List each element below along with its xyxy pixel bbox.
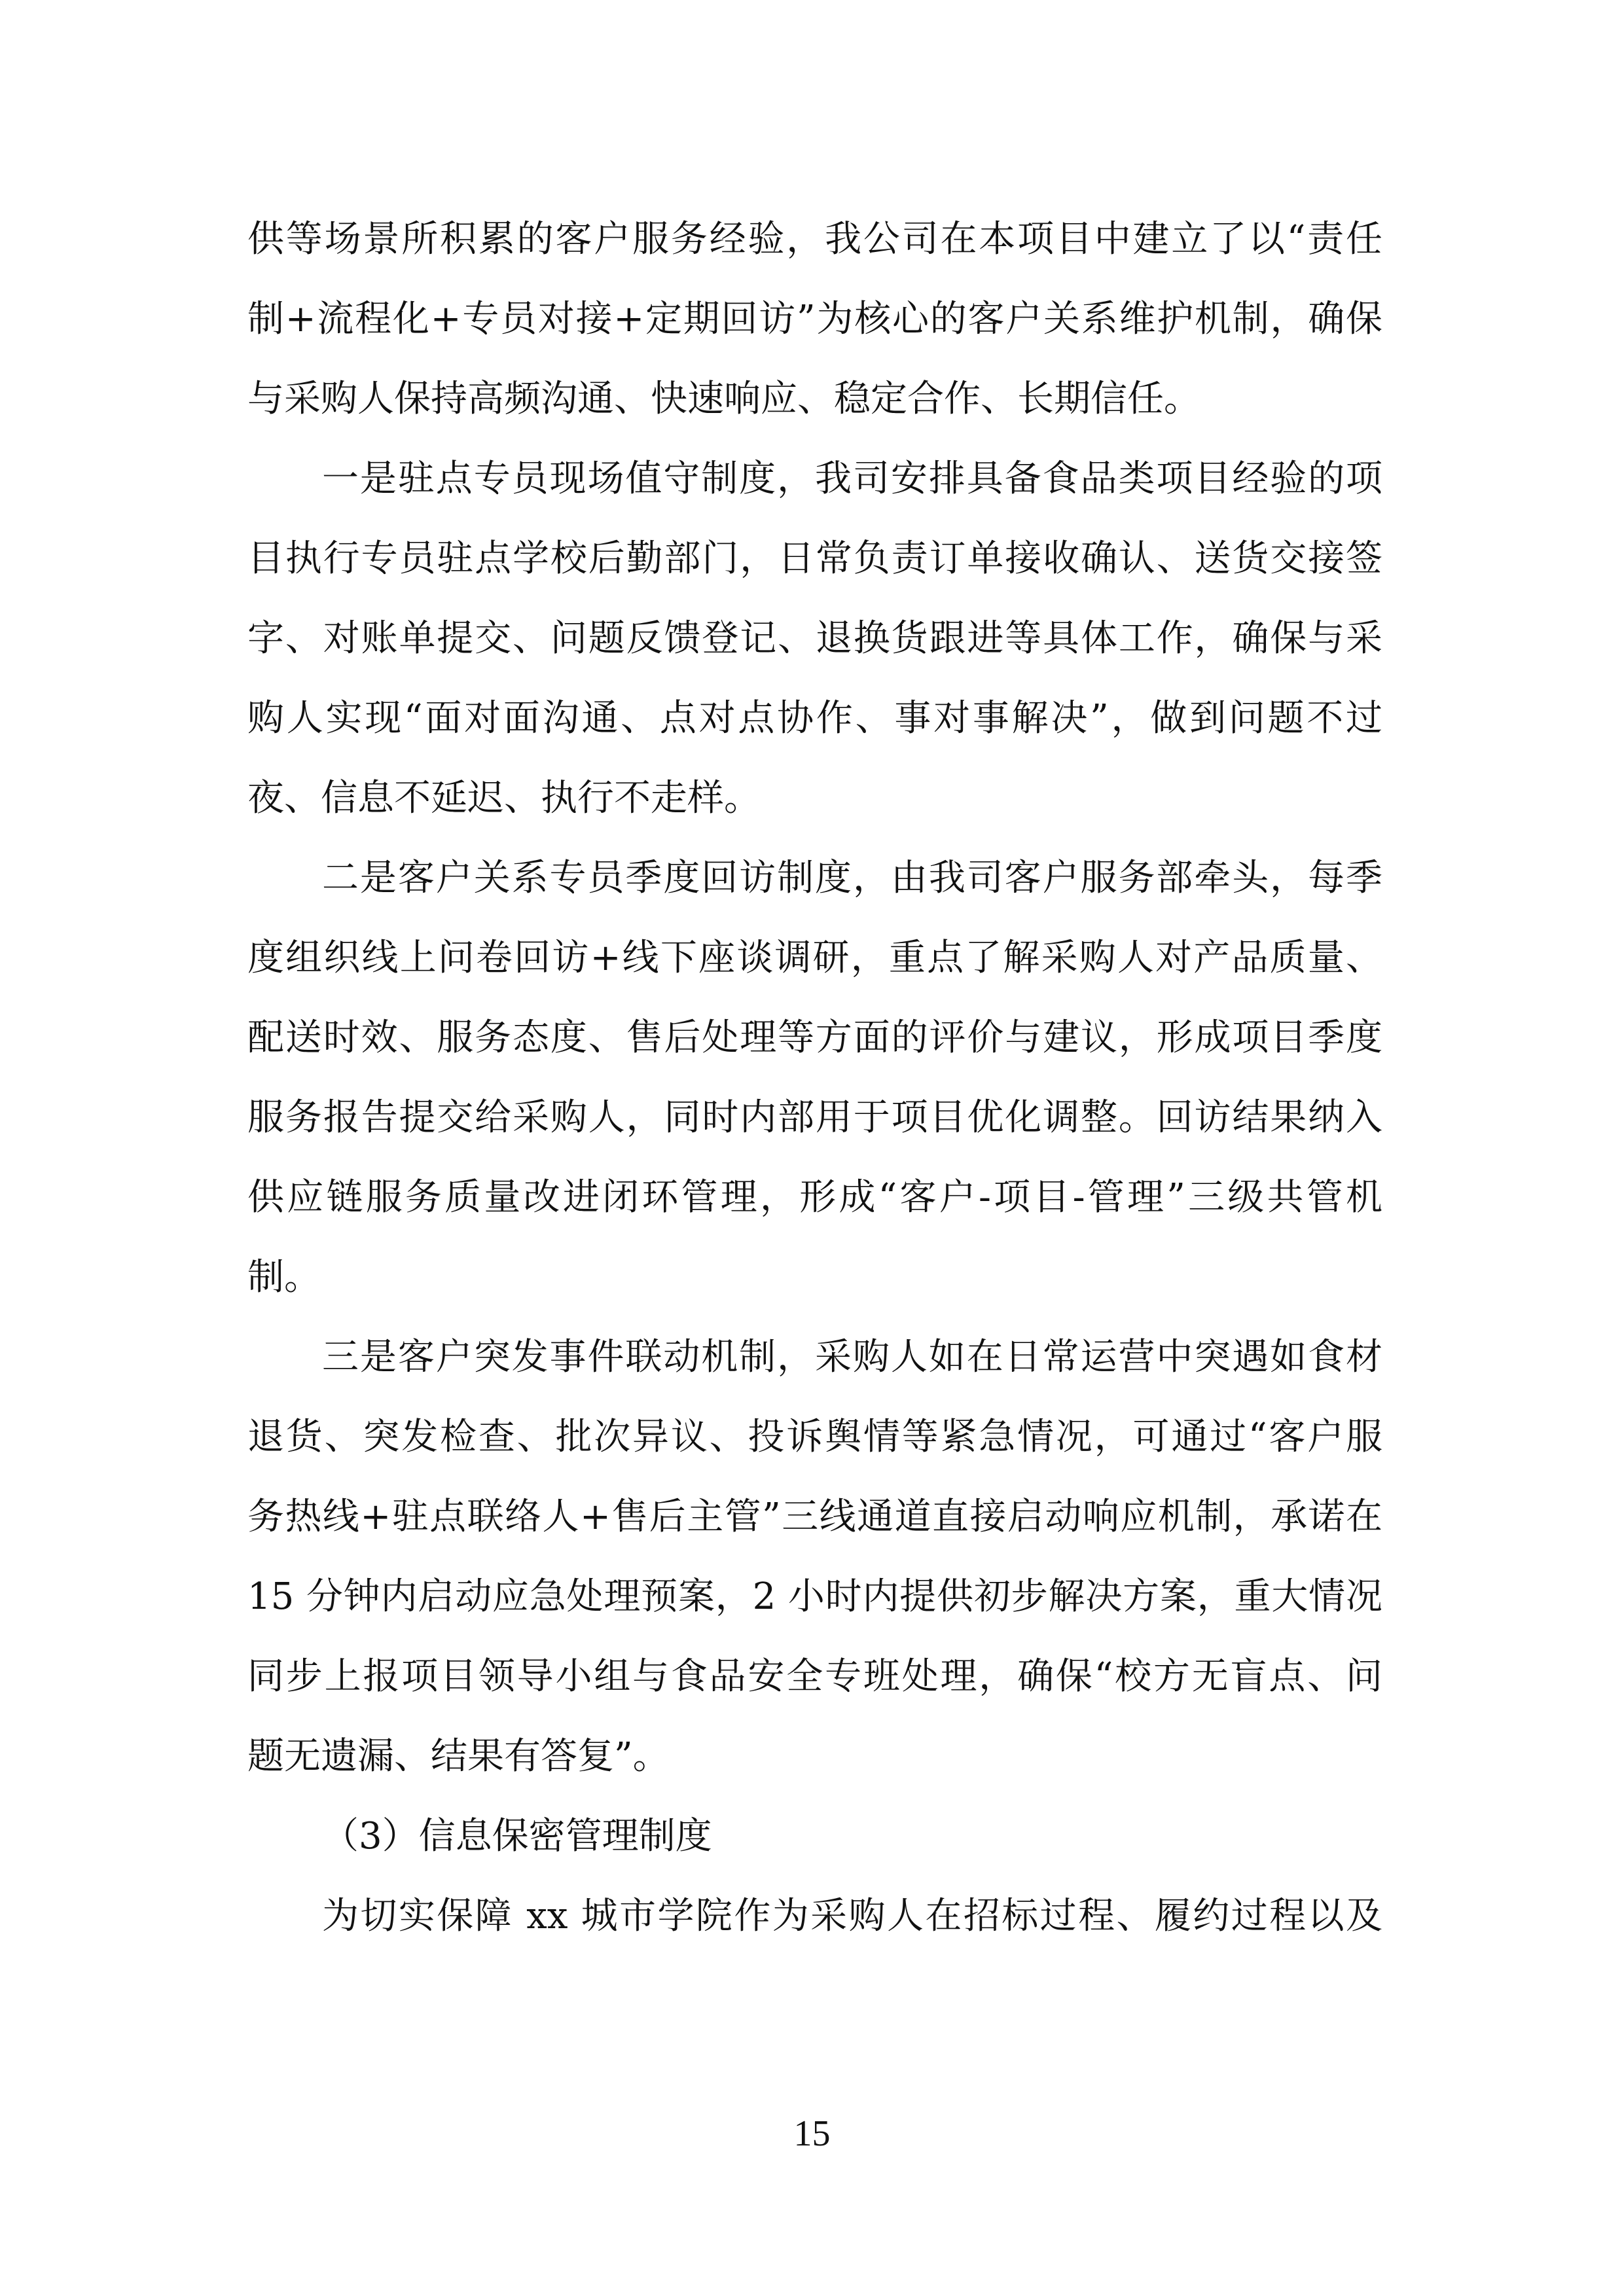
paragraph-line: 夜、信息不延迟、执行不走样。 [247, 777, 761, 819]
paragraph-line: 制+流程化+专员对接+定期回访”为核心的客户关系维护机制，确保 [247, 298, 1382, 340]
paragraph-line: 三是客户突发事件联动机制，采购人如在日常运营中突遇如食材 [322, 1336, 1382, 1378]
paragraph-line: 退货、突发检查、批次异议、投诉舆情等紧急情况，可通过“客户服 [247, 1416, 1382, 1458]
paragraph-line: 供等场景所积累的客户服务经验，我公司在本项目中建立了以“责任 [247, 218, 1382, 260]
body-text [247, 0, 1382, 2296]
paragraph-line: 服务报告提交给采购人，同时内部用于项目优化调整。回访结果纳入 [247, 1096, 1382, 1139]
paragraph-line: 制。 [247, 1256, 321, 1299]
paragraph-line: 与采购人保持高频沟通、快速响应、稳定合作、长期信任。 [247, 378, 1200, 420]
section-heading: （3）信息保密管理制度 [322, 1815, 712, 1857]
paragraph-line: 供应链服务质量改进闭环管理，形成“客户-项目-管理”三级共管机 [247, 1176, 1382, 1219]
paragraph-line: 一是驻点专员现场值守制度，我司安排具备食品类项目经验的项 [322, 457, 1382, 500]
paragraph-line: 同步上报项目领导小组与食品安全专班处理，确保“校方无盲点、问 [247, 1655, 1382, 1698]
paragraph-line: 字、对账单提交、问题反馈登记、退换货跟进等具体工作，确保与采 [247, 617, 1382, 660]
paragraph-line: 二是客户关系专员季度回访制度，由我司客户服务部牵头，每季 [322, 857, 1382, 899]
paragraph-line: 务热线+驻点联络人+售后主管”三线通道直接启动响应机制，承诺在 [247, 1496, 1382, 1538]
paragraph-line: 题无遗漏、结果有答复”。 [247, 1735, 670, 1778]
paragraph-line: 目执行专员驻点学校后勤部门，日常负责订单接收确认、送货交接签 [247, 537, 1382, 580]
paragraph-line: 配送时效、服务态度、售后处理等方面的评价与建议，形成项目季度 [247, 1016, 1382, 1059]
page-number: 15 [793, 2113, 831, 2154]
paragraph-line: 为切实保障 xx 城市学院作为采购人在招标过程、履约过程以及 [322, 1895, 1382, 1937]
paragraph-line: 购人实现“面对面沟通、点对点协作、事对事解决”，做到问题不过 [247, 697, 1382, 740]
paragraph-line: 度组织线上问卷回访+线下座谈调研，重点了解采购人对产品质量、 [247, 937, 1382, 979]
paragraph-line: 15 分钟内启动应急处理预案，2 小时内提供初步解决方案，重大情况 [247, 1575, 1382, 1618]
